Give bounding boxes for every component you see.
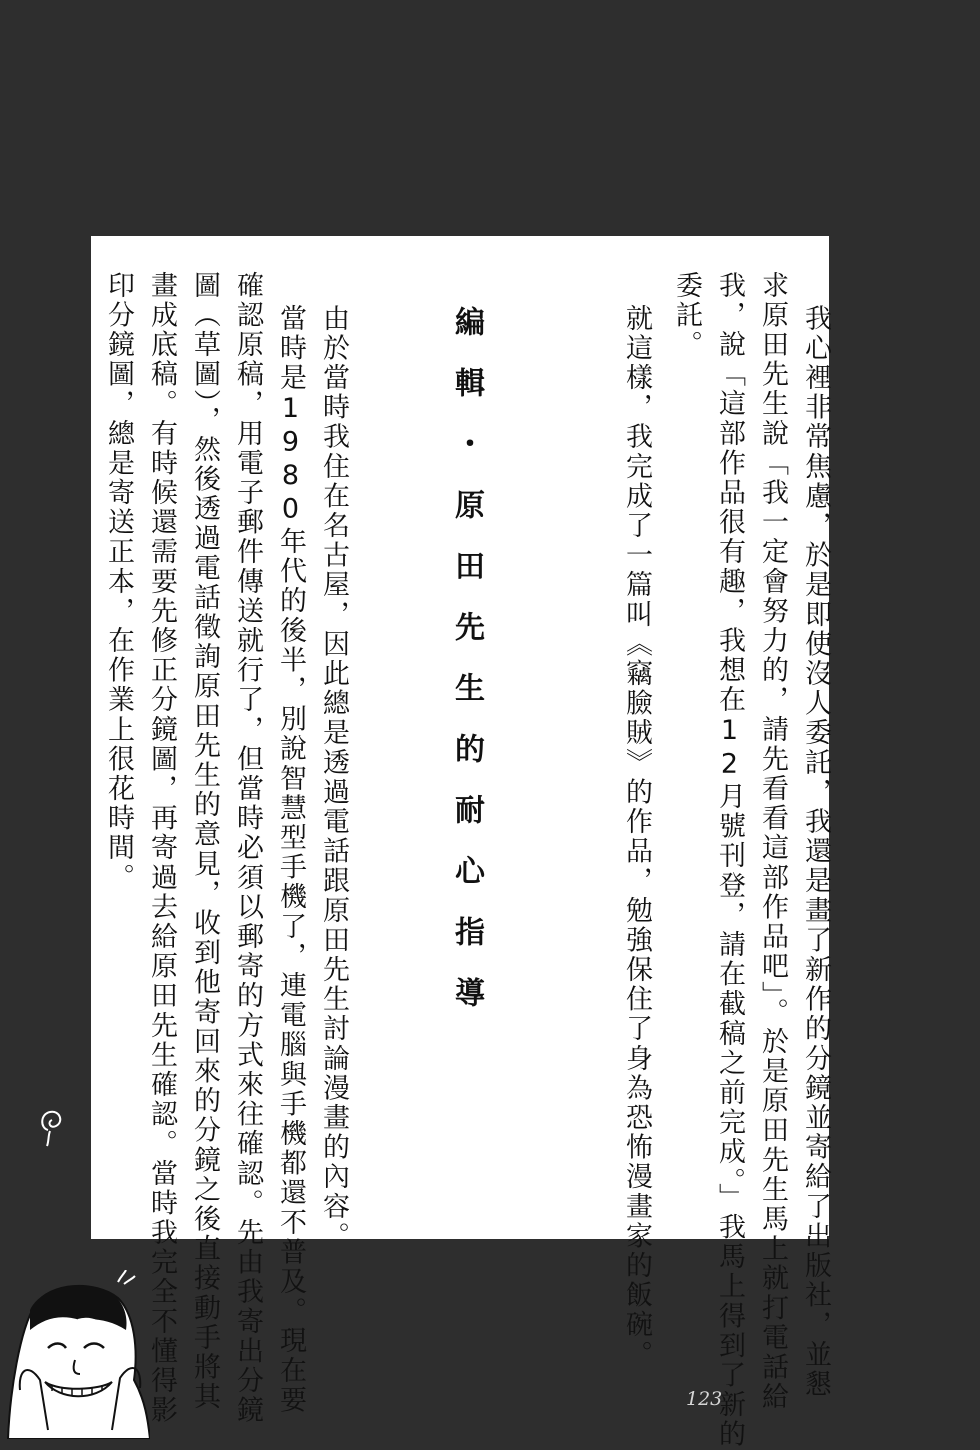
paragraph-4-line-1: 當時是1980年代的後半，別說智慧型手機了，連電腦與手機都還不普及。現在要 (275, 304, 306, 1416)
grinning-boy-illustration (0, 1270, 150, 1439)
paragraph-3-line-1: 由於當時我住在名古屋，因此總是透過電話跟原田先生討論漫畫的內容。 (318, 304, 349, 1252)
paragraph-1-line-2: 求原田先生說「我一定會努力的，請先看看這部作品吧」。於是原田先生馬上就打電話給 (757, 271, 788, 1412)
paragraph-4-line-2: 確認原稿，用電子郵件傳送就行了，但當時必須以郵寄的方式來往確認。先由我寄出分鏡 (232, 271, 263, 1426)
paragraph-4-line-5: 印分鏡圖，總是寄送正本，在作業上很花時間。 (103, 271, 134, 893)
spiral-mark-icon (38, 1100, 68, 1150)
section-heading: 編輯・原田先生的耐心指導 (449, 306, 484, 1038)
paragraph-1-line-1: 我心裡非常焦慮，於是即使沒人委託，我還是畫了新作的分鏡並寄給了出版社，並懇 (800, 304, 831, 1400)
paragraph-4-line-4: 畫成底稿。有時候還需要先修正分鏡圖，再寄過去給原田先生確認。當時我完全不懂得影 (146, 271, 177, 1426)
paragraph-1-line-3: 我，說「這部作品很有趣，我想在12月號刊登，請在截稿之前完成。」我馬上得到了新的 (714, 271, 745, 1450)
paragraph-4-line-3: 圖（草圖），然後透過電話徵詢原田先生的意見，收到他寄回來的分鏡之後直接動手將其 (189, 271, 220, 1412)
paragraph-2-line-1: 就這樣，我完成了一篇叫《竊臉賊》的作品，勉強保住了身為恐怖漫畫家的飯碗。 (621, 304, 652, 1370)
page-number: 123 (686, 1388, 723, 1410)
paragraph-1-line-4: 委託。 (671, 271, 702, 360)
